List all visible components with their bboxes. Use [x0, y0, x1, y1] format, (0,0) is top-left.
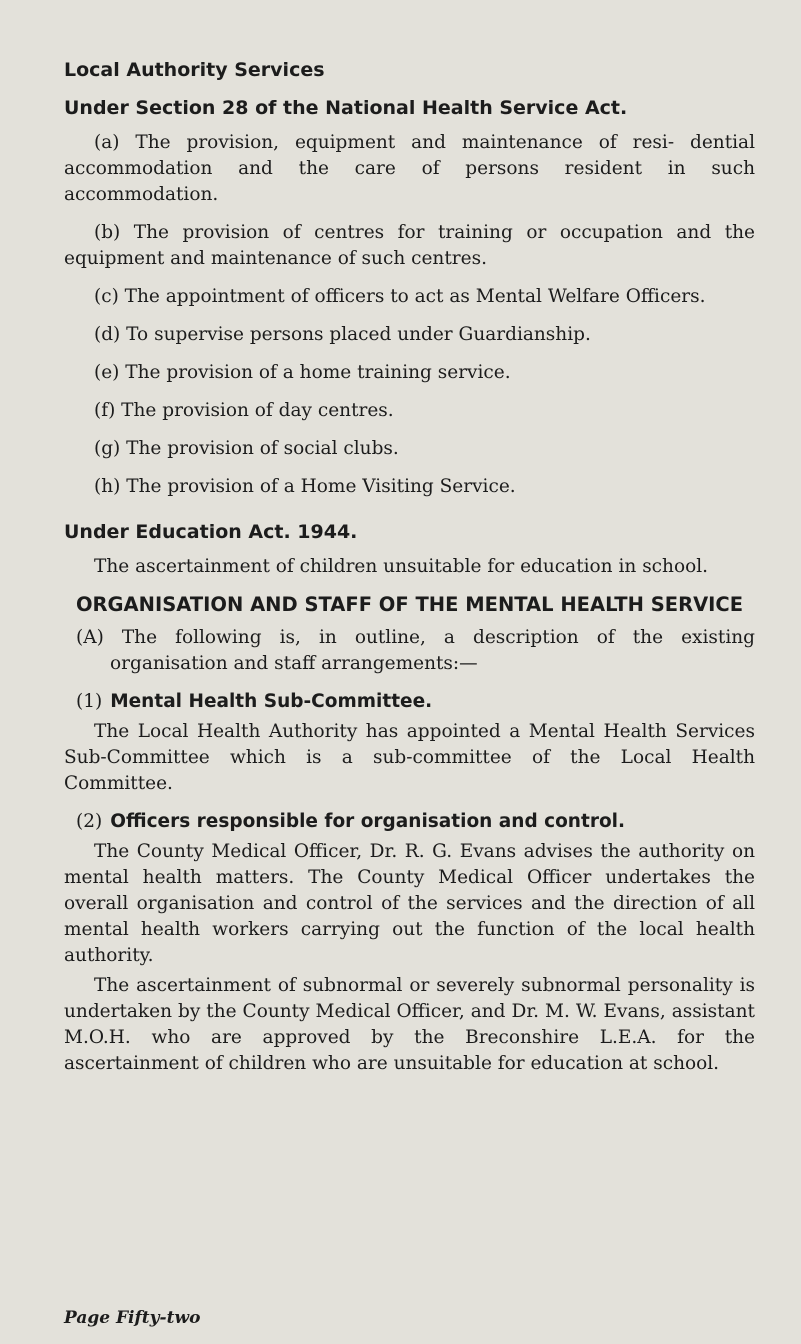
subsection-1-number: (1) — [76, 691, 103, 712]
subsection-2-number: (2) — [76, 811, 103, 832]
subsection-2-paragraph-1: The County Medical Officer, Dr. R. G. Evans advises the authority on mental health matters. The County Medical Officer undertakes the overall organisation and control of the services and the direction of all mental health workers carrying out the function of the local health authority. — [64, 841, 755, 966]
subsection-1-heading — [64, 689, 755, 715]
section-title: ORGANISATION AND STAFF OF THE MENTAL HEALTH SERVICE — [75, 593, 744, 616]
list-item-a: (a) The provision, equipment and maintenance of resi- dential accommodation and the care of persons resident in such accommodation. — [64, 132, 755, 205]
list-item-g: (g) The provision of social clubs. — [94, 438, 399, 459]
list-item-e: (e) The provision of a home training service. — [94, 362, 511, 383]
list-item-f: (f) The provision of day centres. — [94, 400, 394, 421]
heading-section-28: Under Section 28 of the National Health Service Act. — [64, 97, 628, 119]
page-footer: Page Fifty-two — [64, 1308, 201, 1328]
heading-local-authority-services: Local Authority Services — [64, 59, 325, 81]
list-item-c: (c) The appointment of officers to act as Mental Welfare Officers. — [94, 286, 706, 307]
list-item-d: (d) To supervise persons placed under Guardianship. — [94, 324, 591, 345]
subsection-1-paragraph: The Local Health Authority has appointed a Mental Health Services Sub-Committee which is a sub-committee of the Local Health Committee. — [64, 721, 755, 794]
education-paragraph: The ascertainment of children unsuitable for education in school. — [94, 556, 709, 577]
subsection-1-title: Mental Health Sub-Committee. — [110, 691, 433, 712]
intro-paragraph: (A) The following is, in outline, a description of the existing organisation and staff arrangements:— — [76, 627, 755, 674]
subsection-2-paragraph-2: The ascertainment of subnormal or severely subnormal personality is undertaken by the County Medical Officer, and Dr. M. W. Evans, assistant M.O.H. who are approved by the Breconshire L.E.A. for the ascertainment of children who are unsuitable for education at school. — [64, 975, 755, 1074]
subsection-2-title: Officers responsible for organisation and control. — [110, 811, 626, 832]
list-item-b: (b) The provision of centres for training or occupation and the equipment and maintenance of such centres. — [64, 222, 755, 269]
heading-education-act: Under Education Act. 1944. — [64, 521, 358, 543]
subsection-2-heading — [64, 809, 755, 835]
list-item-h: (h) The provision of a Home Visiting Service. — [94, 476, 516, 497]
